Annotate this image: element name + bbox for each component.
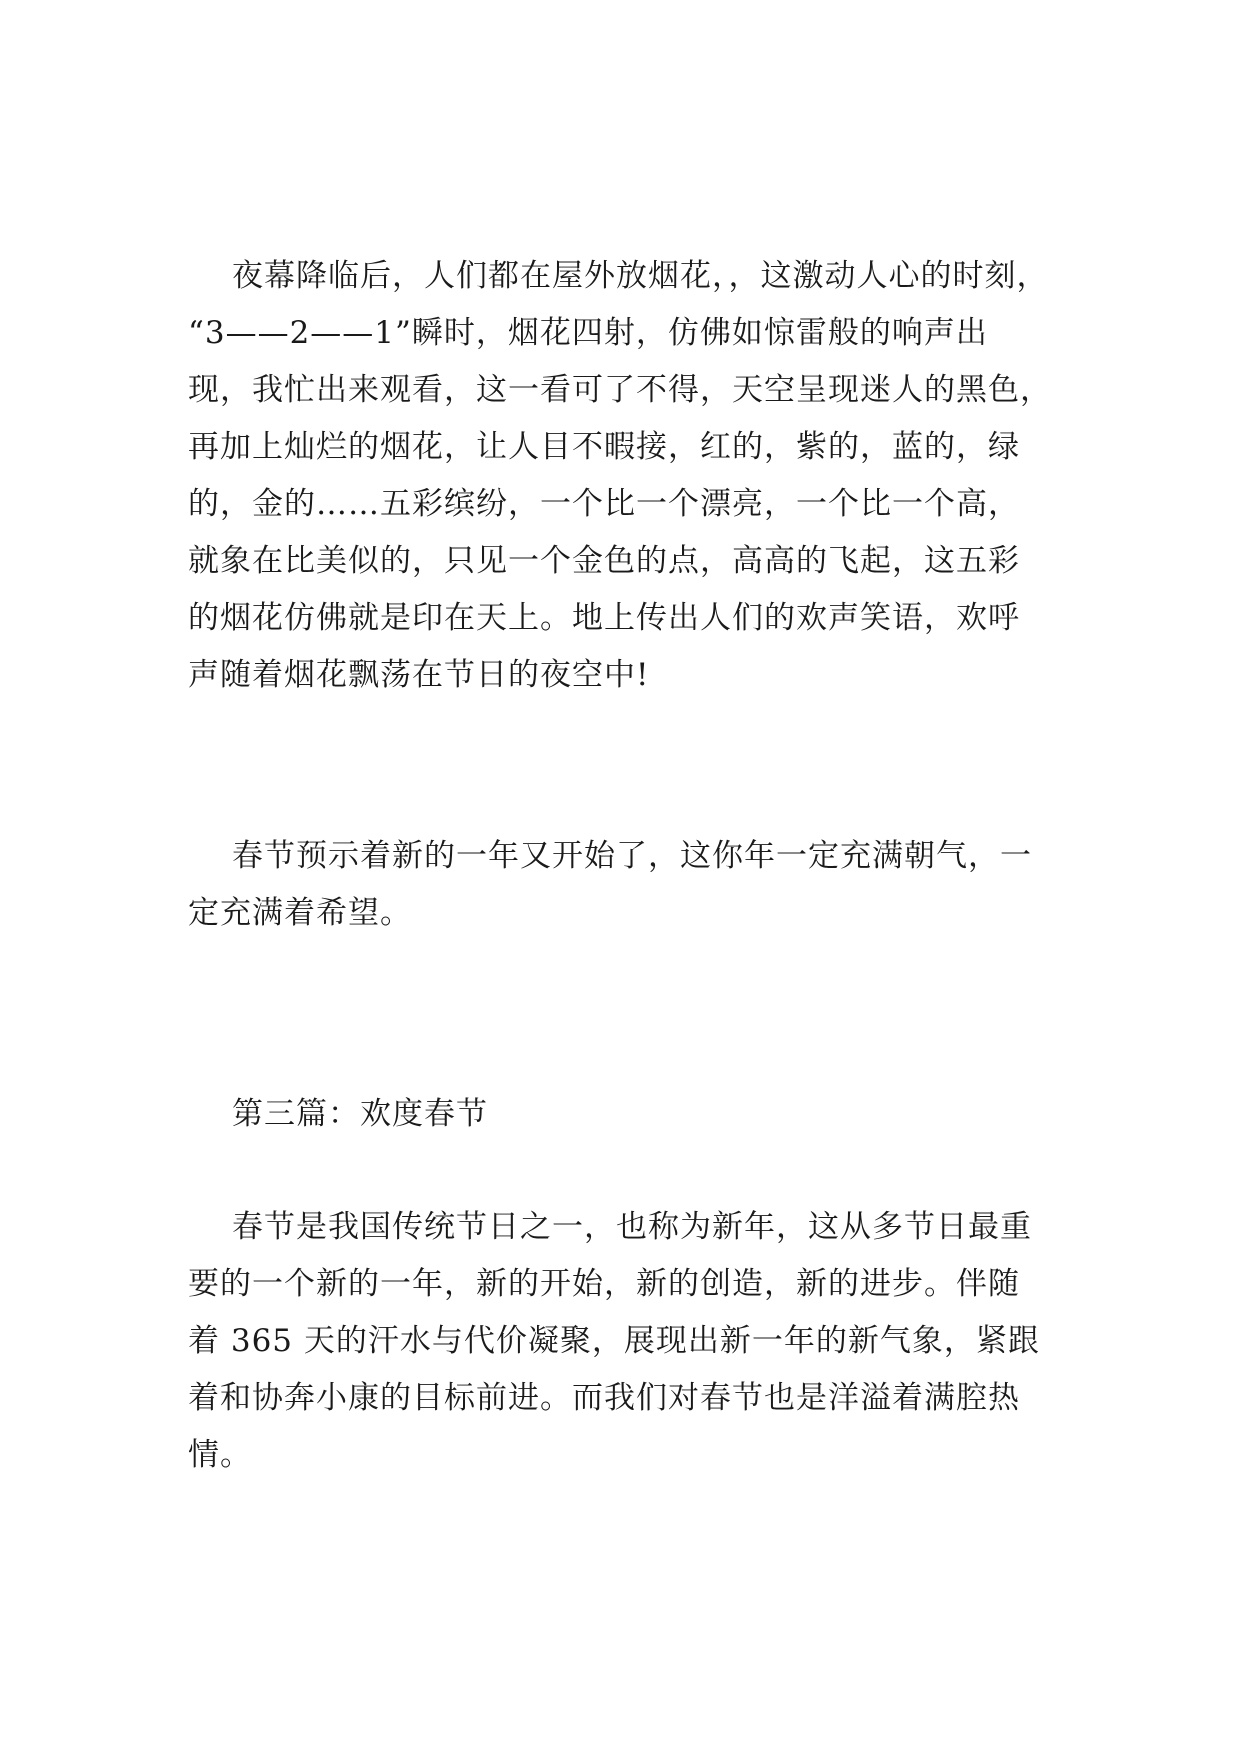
- text-line: 着 365 天的汗水与代价凝聚，展现出新一年的新气象，紧跟: [188, 1323, 1040, 1359]
- text-line: 春节是我国传统节日之一，也称为新年，这从多节日最重: [232, 1209, 1032, 1245]
- paragraph-fireworks: [188, 248, 1068, 704]
- paragraph-new-year: [188, 828, 1068, 942]
- text-line: 要的一个新的一年，新的开始，新的创造，新的进步。伴随: [188, 1266, 1020, 1302]
- text-line: 就象在比美似的，只见一个金色的点，高高的飞起，这五彩: [188, 543, 1020, 579]
- text-line: 的，金的……五彩缤纷，一个比一个漂亮，一个比一个高，: [188, 486, 1020, 522]
- text-line: 现，我忙出来观看，这一看可了不得，天空呈现迷人的黑色，: [188, 372, 1052, 408]
- text-line: 的烟花仿佛就是印在天上。地上传出人们的欢声笑语，欢呼: [188, 600, 1020, 636]
- section-heading: [188, 1086, 1068, 1143]
- text-line: 夜幕降临后，人们都在屋外放烟花，，这激动人心的时刻，: [232, 258, 1049, 294]
- text-line: 定充满着希望。: [188, 895, 412, 931]
- text-line: 声随着烟花飘荡在节日的夜空中!: [188, 657, 650, 693]
- text-line: 着和协奔小康的目标前进。而我们对春节也是洋溢着满腔热: [188, 1380, 1020, 1416]
- text-line: “3——2——1”瞬时，烟花四射，仿佛如惊雷般的响声出: [188, 315, 988, 351]
- text-line: 再加上灿烂的烟花，让人目不暇接，红的，紫的，蓝的，绿: [188, 429, 1020, 465]
- paragraph-spring-festival: [188, 1199, 1068, 1484]
- text-line: 春节预示着新的一年又开始了，这你年一定充满朝气，一: [232, 838, 1032, 874]
- text-line: 情。: [188, 1437, 252, 1473]
- section-title: 第三篇：欢度春节: [232, 1096, 488, 1132]
